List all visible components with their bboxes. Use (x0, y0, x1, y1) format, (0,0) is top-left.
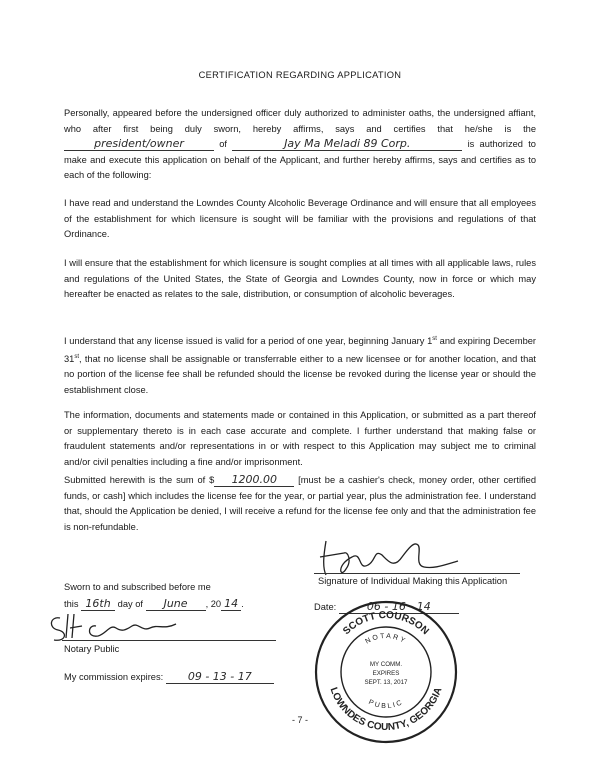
sworn-year-field: 14 (221, 598, 241, 611)
seal-line2: EXPIRES (372, 670, 400, 677)
company-field: Jay Ma Meladi 89 Corp. (232, 138, 462, 151)
sworn-year-prefix: , 20 (205, 599, 222, 609)
seal-county: LOWNDES COUNTY, GEORGIA (327, 686, 445, 734)
p3-part-c: , that no license shall be assignable or transferrable either to a new licensee or for another location, and that no portion of the license fee shall be refunded should the license be revoked during the license year or should the establishment close. (64, 353, 536, 395)
intro-the: the (523, 123, 536, 134)
intro-paragraph (64, 106, 536, 184)
paragraph-compliance: I will ensure that the establishment for which licensure is sought complies at all times with all applicable laws, rules and regulations of the United States, the State of Georgia and Lowndes County, now in force or which may hereafter be enacted as relates to the sale, distribution, or consumption of alcoholic beverages. (64, 258, 536, 299)
svg-text:NOTARY (364, 633, 407, 646)
intro-is: is (467, 139, 475, 149)
p5-part-b: [must be a cashier's check, money order, other certified funds, or cash] which includes the license fee for the year, or partial year, plus the administration fee. I understand that, should the Application be denied, I will receive a refund for the license fee only and that the administration fee is non-refundable. (64, 475, 537, 532)
applicant-signature-line (314, 573, 520, 574)
applicant-signature-label: Signature of Individual Making this Application (318, 576, 508, 586)
p3-part-b: and expiring December 31 (64, 336, 537, 364)
sworn-month-field: June (146, 598, 206, 611)
page-number: - 7 - (291, 715, 308, 725)
commission-date-field: 09 - 13 - 17 (166, 671, 274, 684)
commission-label: My commission expires: (64, 672, 164, 682)
paragraph-license-validity (64, 332, 536, 398)
paragraph-ordinance: I have read and understand the Lowndes County Alcoholic Beverage Ordinance and will ensure that all employees of the establishment for which licensure is sought will be familiar with the provisions and regulations of that Ordinance. (64, 198, 536, 239)
notary-public-label: Notary Public (64, 644, 120, 654)
commission-expires (64, 671, 274, 684)
sworn-this: this (64, 599, 79, 609)
amount-field: 1200.00 (214, 474, 294, 487)
sworn-day-of: day of (117, 599, 143, 609)
date-label: Date: (314, 602, 337, 612)
seal-public: PUBLIC (367, 698, 405, 711)
sworn-day-field: 16th (81, 598, 115, 611)
seal-line3: SEPT. 13, 2017 (364, 679, 408, 686)
p3-sup2: st (74, 353, 80, 360)
seal-name: SCOTT COURSON (341, 609, 431, 638)
intro-of: of (219, 139, 228, 149)
p3-part-a: I understand that any license issued is valid for a period of one year, beginning January 1 (64, 336, 433, 347)
svg-text:PUBLIC (367, 699, 404, 710)
notary-signature (46, 610, 186, 644)
p3-sup1: st (432, 336, 437, 342)
notary-signature-line (62, 640, 276, 641)
intro-line1: Personally, appeared before the undersigned officer duly authorized to administer oaths, the undersigned affiant, who after first being duly sworn, hereby affirms, says and certifies that he/she is (64, 108, 536, 134)
sworn-text: Sworn to and subscribed before me (64, 582, 211, 592)
intro-line3: authorized to make and execute this application on behalf of the Applicant, and further hereby affirms, says and certifies as to each of the following: (64, 139, 536, 180)
seal-notary: NOTARY (364, 632, 408, 646)
document-title: CERTIFICATION REGARDING APPLICATION (198, 70, 402, 80)
p5-part-a: Submitted herewith is the sum of $ (64, 475, 215, 485)
date-field: 06 - 16 - 14 (339, 601, 459, 614)
paragraph-fee (64, 473, 536, 535)
paragraph-accuracy: The information, documents and statements made or contained in this Application, or submitted as a part thereof or supplementary thereto is in each case accurate and complete. I further understand that making false or fraudulent statements and/or representations in or with respect to this Application may subject me to criminal and/or civil penalties including a fine and/or imprisonment. (64, 410, 536, 467)
seal-line1: MY COMM. (369, 661, 403, 668)
sworn-period: . (241, 599, 244, 609)
svg-text:SCOTT COURSON (341, 610, 431, 637)
position-field: president/owner (64, 138, 214, 151)
